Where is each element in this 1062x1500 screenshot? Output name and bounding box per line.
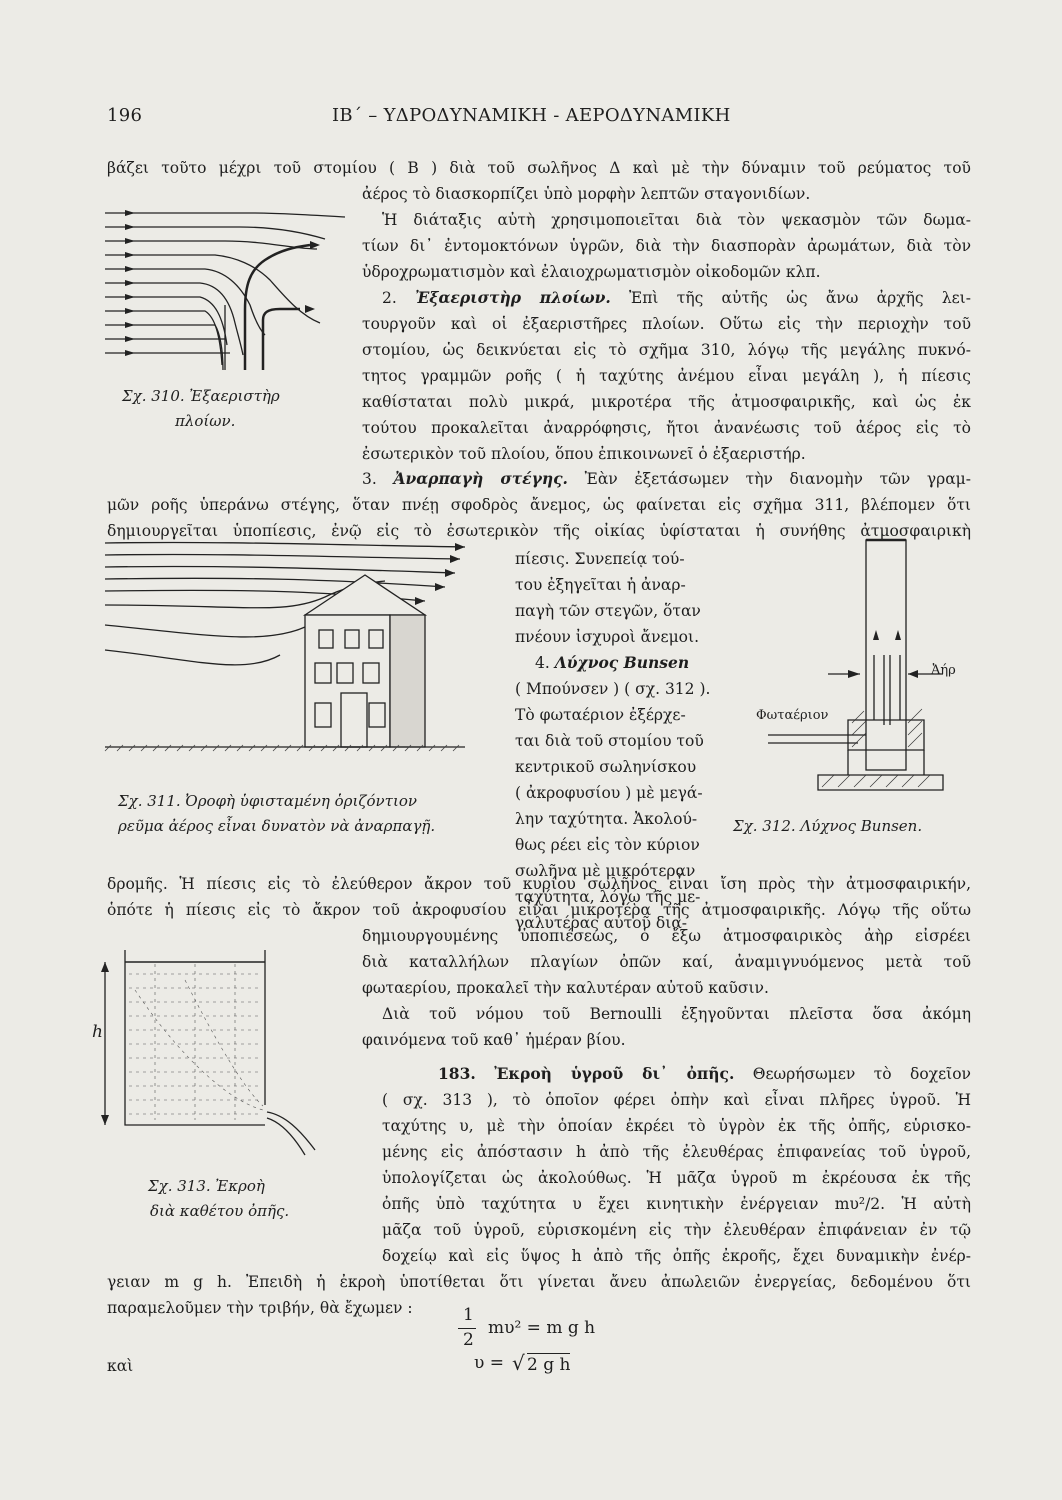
page-header-title: ΙΒ΄ – ΥΔΡΟΔΥΝΑΜΙΚΗ - ΑΕΡΟΔΥΝΑΜΙΚΗ xyxy=(332,105,731,126)
and-word: καὶ xyxy=(107,1357,134,1375)
figure-312-caption: Σχ. 312. Λύχνος Bunsen. xyxy=(733,817,923,835)
text-line: στομίου, ὡς δεικνύεται εἰς τὸ σχῆμα 310, λόγῳ τῆς μεγάλης πυκνό- xyxy=(362,341,971,359)
label-air: Ἀήρ xyxy=(931,663,956,678)
text-line: μῶν ροῆς ὑπεράνω στέγης, ὅταν πνέῃ σφοδρὸς ἄνεμος, ὡς φαίνεται εἰς σχῆμα 311, βλέπομεν ὅτι xyxy=(107,496,971,514)
text-span: Ἐὰν ἐξετάσωμεν τὴν διανομὴν τῶν γραμ- xyxy=(584,470,971,488)
fraction-bar xyxy=(458,1328,476,1329)
figure-313-caption: διὰ καθέτου ὀπῆς. xyxy=(150,1202,290,1220)
text-line: ται διὰ τοῦ στομίου τοῦ xyxy=(515,732,704,750)
text-line: τουργοῦν καὶ οἱ ἐξαεριστῆρες πλοίων. Οὕτω εἰς τὴν περιοχὴν τοῦ xyxy=(362,315,971,333)
section-number: 3. xyxy=(362,470,377,488)
text-line: παραμελοῦμεν τὴν τριβήν, θὰ ἔχωμεν : xyxy=(107,1299,413,1317)
text-line: Ἡ διάταξις αὐτὴ χρησιμοποιεῖται διὰ τὸν ψεκασμὸν τῶν δωμα- xyxy=(382,211,971,229)
text-line: Τὸ φωταέριον ἐξέρχε- xyxy=(515,706,686,724)
text-line: λην ταχύτητα. Ἀκολού- xyxy=(515,810,698,828)
text-line: δοχείῳ καὶ εἰς ὕψος h ἀπὸ τῆς ὀπῆς ἐκροῆς, ἔχει δυναμικὴν ἐνέρ- xyxy=(382,1247,971,1265)
text-line: φαινόμενα τοῦ καθ᾽ ἡμέραν βίου. xyxy=(362,1031,626,1049)
text-line: του ἐξηγεῖται ἡ ἀναρ- xyxy=(515,576,686,594)
page-number: 196 xyxy=(107,105,143,126)
text-line: διὰ καταλλήλων πλαγίων ὀπῶν καί, ἀναμιγνυόμενος μετὰ τοῦ xyxy=(362,953,971,971)
text-line: πίεσις. Συνεπείᾳ τού- xyxy=(515,550,685,568)
figure-310-caption: Σχ. 310. Ἐξαεριστὴρ xyxy=(122,387,280,405)
eq2-radical: √ xyxy=(512,1351,525,1375)
text-line: ὁπότε ἡ πίεσις εἰς τὸ ἄκρον τοῦ ἀκροφυσίου εἶναι μικροτέρα τῆς ἀτμοσφαιρικῆς. Λόγῳ τῆς οὕτω xyxy=(107,901,971,919)
text-line: ὑδροχρωματισμὸν καὶ ἐλαιοχρωματισμὸν οἰκοδομῶν κλπ. xyxy=(362,263,821,281)
eq2-radicand: 2 g h xyxy=(527,1355,571,1375)
text-line: κεντρικοῦ σωληνίσκου xyxy=(515,758,697,776)
eq2-lhs: υ = xyxy=(474,1353,504,1373)
section-number: 4. xyxy=(535,654,550,672)
label-h: h xyxy=(92,1022,103,1042)
text-line: δρομῆς. Ἡ πίεσις εἰς τὸ ἐλεύθερον ἄκρον τοῦ κυρίου σωλῆνος εἶναι ἴση πρὸς τὴν ἀτμοσφαιρικήν, xyxy=(107,875,971,893)
figure-311-caption: ρεῦμα ἀέρος εἶναι δυνατὸν νὰ ἀναρπαγῇ. xyxy=(118,817,436,835)
figure-310-caption: πλοίων. xyxy=(175,412,236,430)
text-line: θως ρέει εἰς τὸν κύριον xyxy=(515,836,700,854)
label-gas: Φωταέριον xyxy=(756,708,829,723)
section-2-first-line xyxy=(382,287,971,309)
text-line: τητος γραμμῶν ροῆς ( ἡ ταχύτης ἀνέμου εἶναι μεγάλη ), ἡ πίεσις xyxy=(362,367,971,385)
text-line: ἐσωτερικὸν τοῦ πλοίου, ὅπου ἐπικοινωνεῖ ὁ ἐξαεριστήρ. xyxy=(362,445,806,463)
text-line: μένης εἰς ἀπόστασιν h ἀπὸ τῆς ἐλευθέρας ἐπιφανείας τοῦ ὑγροῦ, xyxy=(382,1143,971,1161)
section-number: 2. xyxy=(382,289,397,307)
text-line: ( Μπούνσεν ) ( σχ. 312 ). xyxy=(515,680,711,698)
section-number: 183. xyxy=(438,1064,476,1083)
section-heading: Λύχνος Bunsen xyxy=(554,653,690,672)
text-line: ταχύτης υ, μὲ τὴν ὁποίαν ἐκρέει τὸ ὑγρὸν ἐκ τῆς ὀπῆς, εὑρισκο- xyxy=(382,1117,971,1135)
text-line: ταχύτητα, λόγῳ τῆς με- xyxy=(515,888,701,906)
text-line: σωλῆνα μὲ μικρότεραν xyxy=(515,862,696,880)
eq1-rest: mυ² = m g h xyxy=(488,1318,596,1338)
text-line: δημιουργουμένης ὑποπιέσεως, ὁ ἔξω ἀτμοσφαιρικὸς ἀὴρ εἰσρέει xyxy=(362,927,971,945)
text-line: βάζει τοῦτο μέχρι τοῦ στομίου ( Β ) διὰ τοῦ σωλῆνος Δ καὶ μὲ τὴν δύναμιν τοῦ ρεύματος τοῦ xyxy=(107,159,971,177)
eq1-numerator: 1 xyxy=(463,1305,474,1325)
text-line: ( ἀκροφυσίου ) μὲ μεγά- xyxy=(515,784,703,802)
figure-313-outflow-vessel xyxy=(95,950,325,1160)
text-line: ἀέρος τὸ διασκορπίζει ὑπὸ μορφὴν λεπτῶν σταγονιδίων. xyxy=(362,185,811,203)
text-line: καθίσταται πολὺ μικρά, μικροτέρα τῆς ἀτμοσφαιρικῆς, καὶ ὡς ἐκ xyxy=(362,393,971,411)
figure-313-caption: Σχ. 313. Ἐκροὴ xyxy=(148,1177,265,1195)
text-line: μᾶζα τοῦ ὑγροῦ, εὑρισκομένη εἰς τὴν ἐλευθέραν ἐπιφάνειαν ἐν τῷ xyxy=(382,1221,971,1239)
text-line: φωταερίου, προκαλεῖ τὴν καλυτέραν αὐτοῦ καῦσιν. xyxy=(362,979,769,997)
text-line: ( σχ. 313 ), τὸ ὁποῖον φέρει ὀπὴν καὶ εἶναι πλῆρες ὑγροῦ. Ἡ xyxy=(382,1091,971,1109)
eq1-denominator: 2 xyxy=(463,1330,474,1350)
figure-311-roof-airflow xyxy=(105,535,470,760)
section-3-first-line xyxy=(362,468,971,490)
section-183-first-line xyxy=(438,1063,971,1085)
text-line: ὑπολογίζεται ὡς ἀκολούθως. Ἡ μᾶζα ὑγροῦ m ἐκρέουσα ἐκ τῆς xyxy=(382,1169,971,1187)
text-line: δημιουργεῖται ὑποπίεσις, ἐνῷ εἰς τὸ ἐσωτερικὸν τῆς οἰκίας ὑφίσταται ἡ συνήθης ἀτμοσφαιρικὴ xyxy=(107,522,971,540)
text-line: γαλυτέρας αὐτοῦ δια- xyxy=(515,914,688,932)
text-span: Θεωρήσωμεν τὸ δοχεῖον xyxy=(752,1065,971,1083)
section-4-heading xyxy=(535,652,689,674)
text-line: πνέουν ἰσχυροὶ ἄνεμοι. xyxy=(515,628,699,646)
section-heading: Ἀναρπαγὴ στέγης. xyxy=(393,469,568,488)
text-line: ὀπῆς ὑπὸ ταχύτητα υ ἔχει κινητικὴν ἐνέργειαν mυ²/2. Ἡ αὐτὴ xyxy=(382,1195,971,1213)
text-line: τίων δι᾽ ἐντομοκτόνων ὑγρῶν, διὰ τὴν διασπορὰν ἀρωμάτων, διὰ τὸν xyxy=(362,237,971,255)
text-line: γειαν m g h. Ἐπειδὴ ἡ ἐκροὴ ὑποτίθεται ὅτι γίνεται ἄνευ ἀπωλειῶν ἐνεργείας, δεδομένου ὅτι xyxy=(107,1273,971,1291)
section-heading: Ἐξαεριστὴρ πλοίων. xyxy=(415,288,611,307)
figure-311-caption: Σχ. 311. Ὀροφὴ ὑφισταμένη ὁριζόντιον xyxy=(118,792,417,810)
figure-310-ship-ventilator xyxy=(105,205,350,370)
text-line: παγὴ τῶν στεγῶν, ὅταν xyxy=(515,602,701,620)
text-line: Διὰ τοῦ νόμου τοῦ Bernoulli ἐξηγοῦνται πλεῖστα ὅσα ἀκόμη xyxy=(382,1005,971,1023)
text-span: Ἐπὶ τῆς αὐτῆς ὡς ἄνω ἀρχῆς λει- xyxy=(629,289,971,307)
section-heading: Ἐκροὴ ὑγροῦ δι᾽ ὀπῆς. xyxy=(494,1064,735,1083)
text-line: τούτου προκαλεῖται ἀναρρόφησις, ἤτοι ἀνανέωσις τοῦ ἀέρος εἰς τὸ xyxy=(362,419,971,437)
